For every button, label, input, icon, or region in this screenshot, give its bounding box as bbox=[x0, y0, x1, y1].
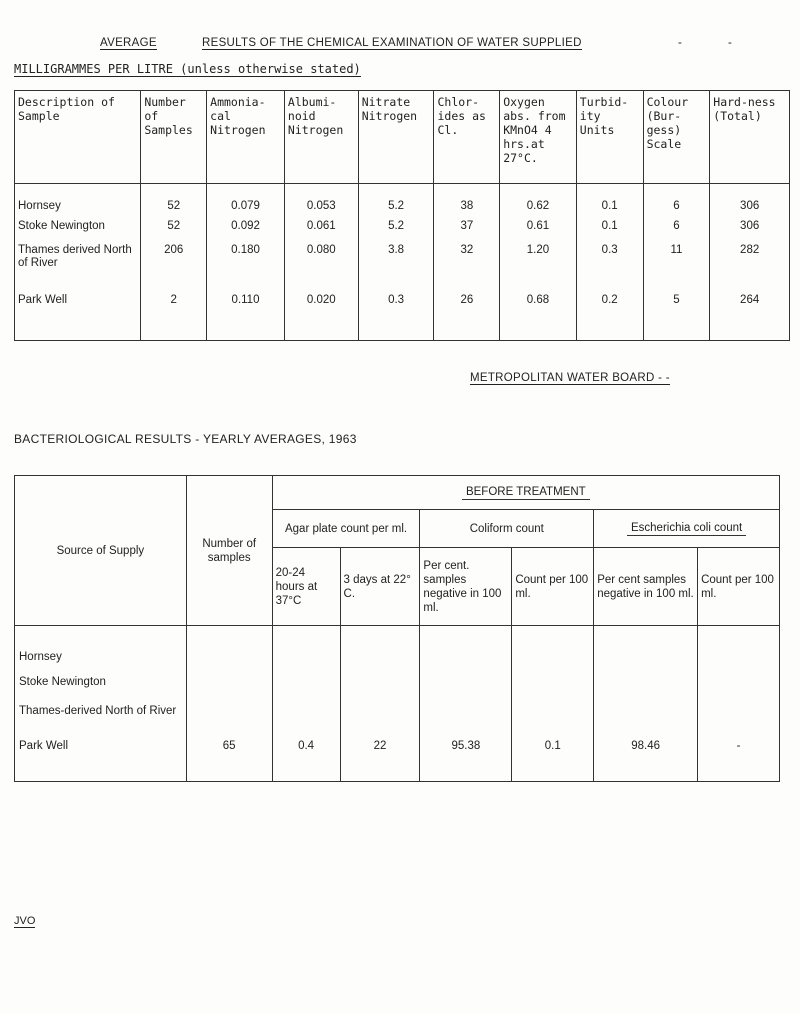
source-header: Source of Supply bbox=[15, 476, 187, 626]
table-cell: 0.053 bbox=[284, 184, 358, 221]
table-cell bbox=[512, 694, 594, 730]
table-cell: 0.1 bbox=[512, 730, 594, 782]
table-cell: 26 bbox=[434, 294, 500, 341]
column-header: Turbid-ity Units bbox=[576, 91, 643, 184]
column-header: Albumi-noid Nitrogen bbox=[284, 91, 358, 184]
table-cell: 0.68 bbox=[500, 294, 577, 341]
table-cell: 5.2 bbox=[358, 184, 434, 221]
table-row bbox=[15, 294, 790, 341]
header-row bbox=[15, 91, 790, 184]
table-cell: 2 bbox=[141, 294, 207, 341]
table-cell: 1.20 bbox=[500, 244, 577, 294]
initials-footer: JVO bbox=[14, 915, 36, 927]
table-cell bbox=[698, 670, 780, 694]
title-dash: - bbox=[678, 37, 683, 49]
table-cell bbox=[340, 694, 420, 730]
table-cell: 98.46 bbox=[594, 730, 698, 782]
ecoli-header bbox=[594, 510, 780, 548]
sample-name: Hornsey bbox=[15, 184, 141, 221]
table-cell: 0.3 bbox=[358, 294, 434, 341]
sample-name: Thames derived North of River bbox=[15, 244, 141, 294]
column-header: Description of Sample bbox=[15, 91, 141, 184]
table-cell: 6 bbox=[643, 220, 710, 244]
column-header: 3 days at 22° C. bbox=[340, 548, 420, 626]
table-cell: 306 bbox=[710, 220, 790, 244]
table-row bbox=[15, 694, 780, 730]
units-note: MILLIGRAMMES PER LITRE (unless otherwise stated) bbox=[14, 62, 361, 76]
table-cell: 95.38 bbox=[420, 730, 512, 782]
table-cell: 5.2 bbox=[358, 220, 434, 244]
sample-name: Park Well bbox=[15, 294, 141, 341]
table-cell bbox=[420, 626, 512, 670]
table-cell bbox=[186, 694, 272, 730]
table-cell bbox=[594, 626, 698, 670]
page-title: RESULTS OF THE CHEMICAL EXAMINATION OF WATER SUPPLIED bbox=[202, 37, 582, 49]
table-row bbox=[15, 184, 790, 221]
table-cell: 0.079 bbox=[207, 184, 285, 221]
table-cell bbox=[512, 626, 594, 670]
table-cell: 0.3 bbox=[576, 244, 643, 294]
number-header: Number of samples bbox=[186, 476, 272, 626]
table-row bbox=[15, 730, 780, 782]
table-cell: 306 bbox=[710, 184, 790, 221]
bacteriological-table bbox=[14, 475, 780, 782]
column-header: Hard-ness (Total) bbox=[710, 91, 790, 184]
average-label: AVERAGE bbox=[100, 37, 157, 49]
bacteriological-title: BACTERIOLOGICAL RESULTS - YEARLY AVERAGES, 1963 bbox=[14, 432, 357, 446]
board-name: METROPOLITAN WATER BOARD - - bbox=[470, 372, 670, 384]
chemical-table bbox=[14, 90, 790, 341]
column-header: Count per 100 ml. bbox=[698, 548, 780, 626]
sample-name: Stoke Newington bbox=[15, 220, 141, 244]
source-name: Park Well bbox=[15, 730, 187, 782]
before-treatment-label: BEFORE TREATMENT bbox=[462, 485, 590, 500]
column-header: Number of Samples bbox=[141, 91, 207, 184]
table-row bbox=[15, 244, 790, 294]
agar-header: Agar plate count per ml. bbox=[272, 510, 420, 548]
table-cell: 5 bbox=[643, 294, 710, 341]
table-cell bbox=[420, 694, 512, 730]
table-cell: 0.4 bbox=[272, 730, 340, 782]
table-cell: 37 bbox=[434, 220, 500, 244]
table-cell: 0.020 bbox=[284, 294, 358, 341]
table-cell bbox=[186, 670, 272, 694]
table-cell: 264 bbox=[710, 294, 790, 341]
table-cell: 206 bbox=[141, 244, 207, 294]
table-cell: 38 bbox=[434, 184, 500, 221]
table-cell: 0.62 bbox=[500, 184, 577, 221]
column-header: 20-24 hours at 37°C bbox=[272, 548, 340, 626]
column-header: Count per 100 ml. bbox=[512, 548, 594, 626]
table-cell: 22 bbox=[340, 730, 420, 782]
table-cell bbox=[272, 626, 340, 670]
table-cell bbox=[186, 626, 272, 670]
table-cell: 65 bbox=[186, 730, 272, 782]
table-cell: 6 bbox=[643, 184, 710, 221]
table-cell: 0.061 bbox=[284, 220, 358, 244]
source-name: Stoke Newington bbox=[15, 670, 187, 694]
table-cell bbox=[512, 670, 594, 694]
table-cell: 0.092 bbox=[207, 220, 285, 244]
header-row bbox=[15, 476, 780, 510]
table-cell: 0.110 bbox=[207, 294, 285, 341]
table-cell bbox=[272, 694, 340, 730]
coliform-header: Coliform count bbox=[420, 510, 594, 548]
table-cell: 282 bbox=[710, 244, 790, 294]
table-row bbox=[15, 220, 790, 244]
table-cell: 32 bbox=[434, 244, 500, 294]
table-row bbox=[15, 670, 780, 694]
column-header: Ammonia-cal Nitrogen bbox=[207, 91, 285, 184]
source-name: Thames-derived North of River bbox=[15, 694, 187, 730]
table-row bbox=[15, 626, 780, 670]
before-treatment-header bbox=[272, 476, 779, 510]
title-dash: - bbox=[728, 37, 733, 49]
column-header: Chlor-ides as Cl. bbox=[434, 91, 500, 184]
table-cell bbox=[594, 670, 698, 694]
table-cell bbox=[340, 626, 420, 670]
table-cell: 11 bbox=[643, 244, 710, 294]
column-header: Per cent. samples negative in 100 ml. bbox=[420, 548, 512, 626]
column-header: Nitrate Nitrogen bbox=[358, 91, 434, 184]
table-cell: 52 bbox=[141, 220, 207, 244]
table-cell bbox=[420, 670, 512, 694]
column-header: Oxygen abs. from KMnO4 4 hrs.at 27°C. bbox=[500, 91, 577, 184]
table-cell bbox=[594, 694, 698, 730]
table-cell: 0.1 bbox=[576, 184, 643, 221]
ecoli-label: Escherichia coli count bbox=[627, 521, 746, 536]
table-cell bbox=[272, 670, 340, 694]
table-cell: 3.8 bbox=[358, 244, 434, 294]
table-cell: 52 bbox=[141, 184, 207, 221]
table-cell: 0.2 bbox=[576, 294, 643, 341]
table-cell bbox=[698, 626, 780, 670]
table-cell: 0.1 bbox=[576, 220, 643, 244]
table-cell bbox=[698, 694, 780, 730]
table-cell: 0.180 bbox=[207, 244, 285, 294]
table-cell: - bbox=[698, 730, 780, 782]
column-header: Per cent samples negative in 100 ml. bbox=[594, 548, 698, 626]
table-cell: 0.61 bbox=[500, 220, 577, 244]
table-cell bbox=[340, 670, 420, 694]
table-cell: 0.080 bbox=[284, 244, 358, 294]
column-header: Colour (Bur-gess) Scale bbox=[643, 91, 710, 184]
source-name: Hornsey bbox=[15, 626, 187, 670]
